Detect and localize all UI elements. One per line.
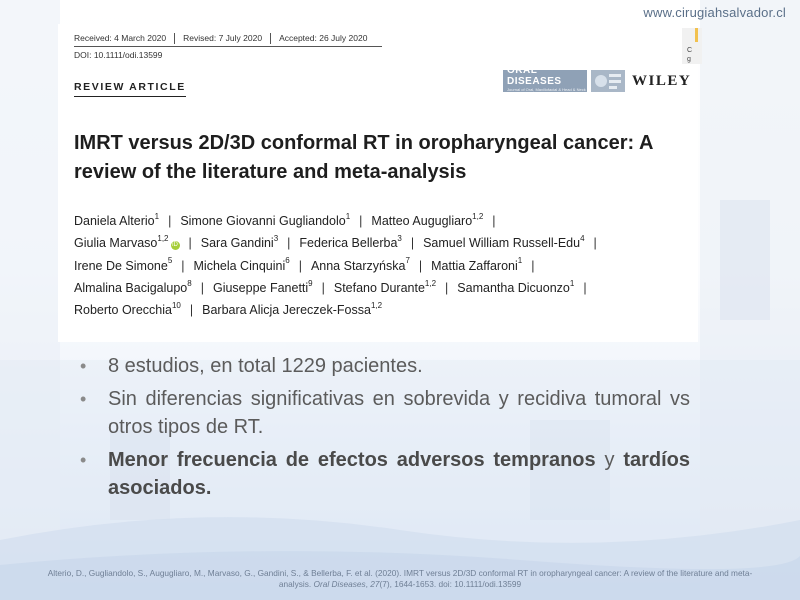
- author-name-text: Roberto Orecchia: [74, 303, 172, 318]
- received-date: Received: 4 March 2020: [74, 33, 167, 43]
- author-name: [423, 236, 584, 250]
- author-line: [74, 210, 702, 232]
- author-affiliation: 1: [154, 211, 160, 221]
- author-affiliation: 1: [517, 256, 523, 266]
- author-name: [299, 236, 401, 250]
- author-line: [74, 277, 702, 299]
- author-affiliation: 3: [273, 234, 279, 244]
- author-name-text: Samuel William Russell-Edu: [423, 236, 581, 251]
- author-line: [74, 232, 702, 254]
- author-separator: |: [188, 236, 192, 251]
- author-name-text: Matteo Augugliaro: [371, 214, 473, 228]
- author-name: [74, 256, 173, 273]
- edge-card-fragment: C g: [682, 28, 702, 64]
- author-name-text: Simone Giovanni Gugliandolo: [180, 214, 346, 228]
- author-name: [457, 278, 575, 295]
- accepted-date: Accepted: 26 July 2020: [270, 33, 375, 44]
- bullet-text: • 8 estudios, en total 1229 pacientes.: [108, 355, 423, 377]
- author-name-text: Giulia Marvaso: [74, 236, 158, 251]
- author-affiliation: 1: [345, 211, 351, 221]
- author-affiliation: 1,2: [370, 301, 383, 311]
- author-line: [74, 299, 702, 321]
- author-name-text: Irene De Simone: [74, 258, 168, 273]
- author-affiliation: 1: [569, 278, 575, 288]
- journal-emblem-icon: [591, 70, 625, 92]
- citation-sep: ,: [365, 578, 371, 589]
- author-affiliation: 1,2: [472, 211, 484, 221]
- article-type-label: REVIEW ARTICLE: [74, 81, 186, 97]
- author-name-text: Giuseppe Fanetti: [212, 280, 309, 295]
- author-separator: |: [445, 280, 449, 295]
- author-name: [333, 278, 437, 295]
- website-url: www.cirugiahsalvador.cl: [643, 5, 786, 20]
- author-separator: |: [359, 214, 363, 228]
- bullet-text: • Sin diferencias significativas en sobrevida y recidiva tumoral vs otros tipos de RT.: [108, 388, 690, 438]
- author-name: [201, 236, 278, 250]
- author-separator: |: [492, 214, 496, 228]
- revised-date: Revised: 7 July 2020: [174, 33, 270, 44]
- author-affiliation: 1,2: [157, 234, 169, 244]
- bullet-tail-conj: y: [595, 449, 624, 471]
- author-name: [74, 211, 160, 228]
- author-list: [74, 210, 702, 321]
- citation: [40, 568, 760, 589]
- author-separator: |: [410, 236, 415, 251]
- orcid-icon[interactable]: iD: [172, 242, 178, 249]
- author-name-text: Michela Cinquini: [193, 258, 286, 273]
- author-name-text: Barbara Alicja Jereczek-Fossa: [202, 303, 371, 318]
- author-separator: |: [181, 258, 185, 273]
- author-name-text: Mattia Zaffaroni: [431, 258, 518, 273]
- bullet-list: [80, 352, 690, 507]
- article-title: IMRT versus 2D/3D conformal RT in oropharyngeal cancer: A review of the literature and meta-analysis: [74, 132, 653, 183]
- author-name: [310, 256, 410, 273]
- author-name-text: Samantha Dicuonzo: [457, 280, 570, 295]
- bullet-item: [80, 352, 690, 380]
- author-name-text: Daniela Alterio: [74, 214, 155, 228]
- bullet-strong-text: Menor frecuencia de efectos adversos tempranos: [108, 449, 596, 471]
- author-name: [180, 211, 351, 228]
- author-name-text: Sara Gandini: [200, 236, 274, 251]
- author-line: [74, 255, 702, 277]
- bullet-item: [80, 385, 690, 441]
- journal-logo: [503, 65, 587, 97]
- author-separator: |: [287, 236, 291, 251]
- author-affiliation: 5: [167, 256, 173, 266]
- author-name-text: Stefano Durante: [333, 280, 425, 295]
- bullet-text: [108, 446, 690, 502]
- author-separator: |: [583, 280, 587, 295]
- citation-prefix: Alterio, D., Gugliandolo, S., Augugliaro, M., Marvaso, G., Gandini, S., & Bellerba, F. et al. (2020). IMRT versus 2D/3D conformal RT in oropharyngeal cancer: A review of the literature and meta-analysis.: [47, 568, 753, 589]
- journal-tagline: Journal of Oral, Maxillofacial & Head & Neck Medicine: [507, 87, 586, 97]
- journal-name: ORAL DISEASES: [507, 65, 562, 87]
- author-name-text: Federica Bellerba: [299, 236, 398, 251]
- author-affiliation: 6: [285, 256, 290, 266]
- author-separator: |: [418, 258, 423, 273]
- author-name: [431, 256, 523, 273]
- author-separator: |: [593, 236, 597, 251]
- author-name: [193, 256, 290, 273]
- author-name: [74, 236, 180, 250]
- bullet-tail-strong: tardíos asociados.: [108, 449, 691, 499]
- publisher-logo: WILEY: [632, 73, 692, 89]
- author-name-text: Anna Starzyńska: [310, 258, 406, 273]
- citation-journal: Oral Diseases: [313, 578, 366, 589]
- dates-divider: [74, 46, 382, 47]
- author-affiliation: 1,2: [424, 278, 437, 288]
- citation-rest: (7), 1644-1653. doi: 10.1111/odi.13599: [379, 578, 522, 589]
- bullet-item: [80, 446, 690, 502]
- author-name: [212, 278, 313, 295]
- citation-volume: 27: [370, 578, 380, 589]
- author-separator: |: [321, 280, 325, 295]
- author-separator: |: [531, 258, 535, 273]
- author-separator: |: [298, 258, 302, 273]
- author-separator: |: [200, 280, 204, 295]
- author-affiliation: 3: [397, 234, 402, 244]
- author-name: [74, 278, 192, 295]
- author-name: [74, 303, 181, 317]
- author-affiliation: 7: [405, 256, 410, 266]
- author-name: [202, 303, 382, 317]
- author-affiliation: 10: [171, 301, 181, 311]
- author-affiliation: 4: [580, 234, 585, 244]
- author-separator: |: [168, 214, 172, 228]
- author-name: [371, 211, 484, 228]
- author-separator: |: [189, 303, 194, 318]
- author-affiliation: 9: [308, 278, 313, 288]
- article-dates: [74, 33, 375, 44]
- article-doi: DOI: 10.1111/odi.13599: [74, 50, 163, 60]
- author-affiliation: 8: [187, 278, 192, 288]
- author-name-text: Almalina Bacigalupo: [74, 280, 188, 295]
